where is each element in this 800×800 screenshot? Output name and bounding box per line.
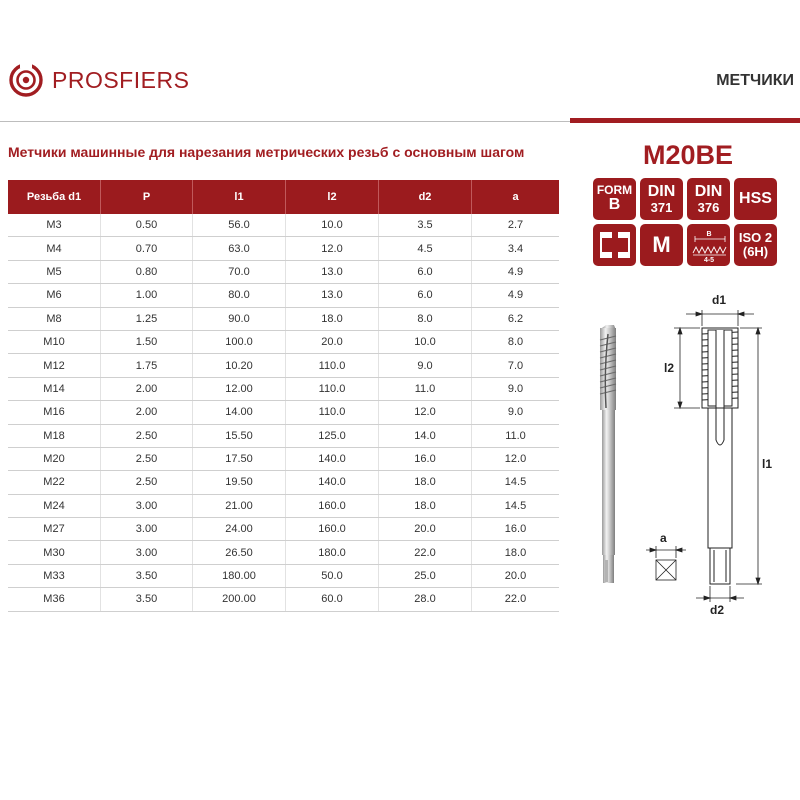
header-divider (0, 121, 570, 122)
cell-pitch: 3.00 (101, 494, 193, 517)
cell-d2: 3.5 (379, 214, 472, 237)
cell-a: 16.0 (472, 518, 560, 541)
section-title: МЕТЧИКИ (716, 72, 794, 89)
cell-thread: M30 (8, 541, 101, 564)
cell-d2: 10.0 (379, 330, 472, 353)
col-header-l1: l1 (193, 180, 286, 214)
model-code: M20BE (643, 140, 734, 170)
cell-pitch: 1.00 (101, 284, 193, 307)
cell-d2: 20.0 (379, 518, 472, 541)
table-row (8, 541, 559, 564)
iso-bottom: (6H) (742, 244, 769, 259)
cell-thread: M24 (8, 494, 101, 517)
tap-drawing (590, 290, 790, 620)
cell-thread: M10 (8, 330, 101, 353)
cell-a: 20.0 (472, 564, 560, 587)
cell-pitch: 3.00 (101, 541, 193, 564)
cell-d2: 12.0 (379, 401, 472, 424)
col-header-l2: l2 (286, 180, 379, 214)
cell-pitch: 3.50 (101, 564, 193, 587)
tap-photo (600, 325, 616, 583)
cell-d2: 14.0 (379, 424, 472, 447)
table-row (8, 471, 559, 494)
din376-top: DIN (694, 182, 723, 200)
cell-a: 14.5 (472, 471, 560, 494)
cell-l2: 13.0 (286, 260, 379, 283)
cell-l2: 18.0 (286, 307, 379, 330)
col-header-a: a (472, 180, 560, 214)
cell-a: 11.0 (472, 424, 560, 447)
table-row (8, 564, 559, 587)
cell-l1: 100.0 (193, 330, 286, 353)
cell-l1: 17.50 (193, 447, 286, 470)
cell-pitch: 2.00 (101, 377, 193, 400)
cell-l2: 13.0 (286, 284, 379, 307)
cell-thread: M8 (8, 307, 101, 330)
spec-table-header (8, 180, 559, 214)
cell-d2: 25.0 (379, 564, 472, 587)
cell-l2: 110.0 (286, 377, 379, 400)
table-row (8, 447, 559, 470)
cell-l2: 10.0 (286, 214, 379, 237)
cell-a: 4.9 (472, 284, 560, 307)
cell-d2: 8.0 (379, 307, 472, 330)
cell-l1: 70.0 (193, 260, 286, 283)
cell-l1: 12.00 (193, 377, 286, 400)
cell-l1: 15.50 (193, 424, 286, 447)
table-row (8, 237, 559, 260)
brand-logo-icon (8, 62, 44, 98)
cell-a: 3.4 (472, 237, 560, 260)
cell-thread: M16 (8, 401, 101, 424)
table-row (8, 588, 559, 611)
cell-d2: 11.0 (379, 377, 472, 400)
cell-a: 9.0 (472, 401, 560, 424)
cell-l1: 56.0 (193, 214, 286, 237)
cell-d2: 18.0 (379, 494, 472, 517)
cell-l1: 63.0 (193, 237, 286, 260)
form-badge-bottom: B (608, 195, 621, 213)
chamfer-thread-icon (689, 227, 729, 263)
cell-l2: 20.0 (286, 330, 379, 353)
cell-pitch: 1.75 (101, 354, 193, 377)
cell-l2: 140.0 (286, 471, 379, 494)
cell-d2: 28.0 (379, 588, 472, 611)
label-l1: l1 (762, 457, 773, 471)
dimension-lines (646, 310, 762, 602)
table-row (8, 330, 559, 353)
label-d2: d2 (710, 603, 725, 617)
cell-l2: 180.0 (286, 541, 379, 564)
cell-l2: 110.0 (286, 401, 379, 424)
cell-d2: 6.0 (379, 260, 472, 283)
table-row (8, 424, 559, 447)
cell-a: 4.9 (472, 260, 560, 283)
cell-d2: 16.0 (379, 447, 472, 470)
cell-l2: 60.0 (286, 588, 379, 611)
metric-badge (640, 224, 683, 266)
iso-top: ISO 2 (738, 230, 773, 246)
cell-d2: 18.0 (379, 471, 472, 494)
din371-bottom: 371 (650, 199, 673, 215)
chamfer-badge (687, 224, 730, 266)
cell-thread: M3 (8, 214, 101, 237)
spec-table (8, 180, 559, 612)
form-badge-top: FORM (596, 183, 633, 198)
cell-pitch: 1.50 (101, 330, 193, 353)
table-row (8, 284, 559, 307)
col-header-pitch: P (101, 180, 193, 214)
cell-d2: 4.5 (379, 237, 472, 260)
label-a: a (660, 531, 667, 545)
cell-thread: M20 (8, 447, 101, 470)
metric-label: M (652, 232, 671, 258)
cell-pitch: 1.25 (101, 307, 193, 330)
page-subtitle: Метчики машинные для нарезания метрических резьб с основным шагом (8, 144, 525, 160)
cell-thread: M12 (8, 354, 101, 377)
cell-a: 2.7 (472, 214, 560, 237)
table-row (8, 377, 559, 400)
cell-l2: 140.0 (286, 447, 379, 470)
cell-a: 12.0 (472, 447, 560, 470)
cell-pitch: 2.00 (101, 401, 193, 424)
shank-badge (593, 224, 636, 266)
table-row (8, 354, 559, 377)
cell-l1: 200.00 (193, 588, 286, 611)
cell-thread: M14 (8, 377, 101, 400)
cell-l2: 110.0 (286, 354, 379, 377)
cylindrical-shank-icon (597, 228, 633, 262)
cell-pitch: 0.80 (101, 260, 193, 283)
cell-a: 6.2 (472, 307, 560, 330)
cell-thread: M36 (8, 588, 101, 611)
cell-pitch: 2.50 (101, 471, 193, 494)
din371-badge (640, 178, 683, 220)
brand-logo (8, 62, 189, 98)
din371-top: DIN (647, 182, 676, 200)
cell-l2: 160.0 (286, 494, 379, 517)
table-row (8, 260, 559, 283)
cell-pitch: 2.50 (101, 447, 193, 470)
cell-l1: 24.00 (193, 518, 286, 541)
cell-pitch: 2.50 (101, 424, 193, 447)
chamfer-range: 4-5 (703, 257, 714, 263)
cell-pitch: 3.50 (101, 588, 193, 611)
cell-d2: 22.0 (379, 541, 472, 564)
cell-l1: 10.20 (193, 354, 286, 377)
label-d1: d1 (712, 293, 727, 307)
hss-label: HSS (739, 189, 772, 207)
cell-l2: 12.0 (286, 237, 379, 260)
din376-badge (687, 178, 730, 220)
col-header-d2: d2 (379, 180, 472, 214)
cell-l1: 21.00 (193, 494, 286, 517)
table-row (8, 401, 559, 424)
cell-a: 8.0 (472, 330, 560, 353)
tap-line-drawing (702, 328, 738, 584)
cell-a: 7.0 (472, 354, 560, 377)
hss-badge (734, 178, 777, 220)
cell-l2: 125.0 (286, 424, 379, 447)
cell-a: 9.0 (472, 377, 560, 400)
cell-l1: 180.00 (193, 564, 286, 587)
chamfer-label: B (705, 231, 712, 238)
label-l2: l2 (664, 361, 675, 375)
table-row (8, 307, 559, 330)
cell-l1: 80.0 (193, 284, 286, 307)
cell-pitch: 0.50 (101, 214, 193, 237)
cell-a: 22.0 (472, 588, 560, 611)
table-row (8, 214, 559, 237)
table-row (8, 494, 559, 517)
spec-table-body (8, 214, 559, 611)
cell-l2: 50.0 (286, 564, 379, 587)
cell-l1: 14.00 (193, 401, 286, 424)
cell-a: 14.5 (472, 494, 560, 517)
cell-thread: M5 (8, 260, 101, 283)
brand-name: PROSFIERS (52, 66, 190, 93)
cell-l1: 19.50 (193, 471, 286, 494)
cell-l1: 26.50 (193, 541, 286, 564)
cell-thread: M33 (8, 564, 101, 587)
col-header-thread: Резьба d1 (8, 180, 101, 214)
cell-thread: M27 (8, 518, 101, 541)
cell-thread: M18 (8, 424, 101, 447)
form-badge (593, 178, 636, 220)
din376-bottom: 376 (697, 199, 720, 215)
cell-thread: M6 (8, 284, 101, 307)
table-row (8, 518, 559, 541)
cell-l1: 90.0 (193, 307, 286, 330)
cell-d2: 6.0 (379, 284, 472, 307)
cell-pitch: 3.00 (101, 518, 193, 541)
cell-a: 18.0 (472, 541, 560, 564)
cell-pitch: 0.70 (101, 237, 193, 260)
cell-thread: M22 (8, 471, 101, 494)
iso-badge (734, 224, 777, 266)
cell-thread: M4 (8, 237, 101, 260)
header-accent-bar (570, 118, 800, 123)
cell-l2: 160.0 (286, 518, 379, 541)
cell-d2: 9.0 (379, 354, 472, 377)
